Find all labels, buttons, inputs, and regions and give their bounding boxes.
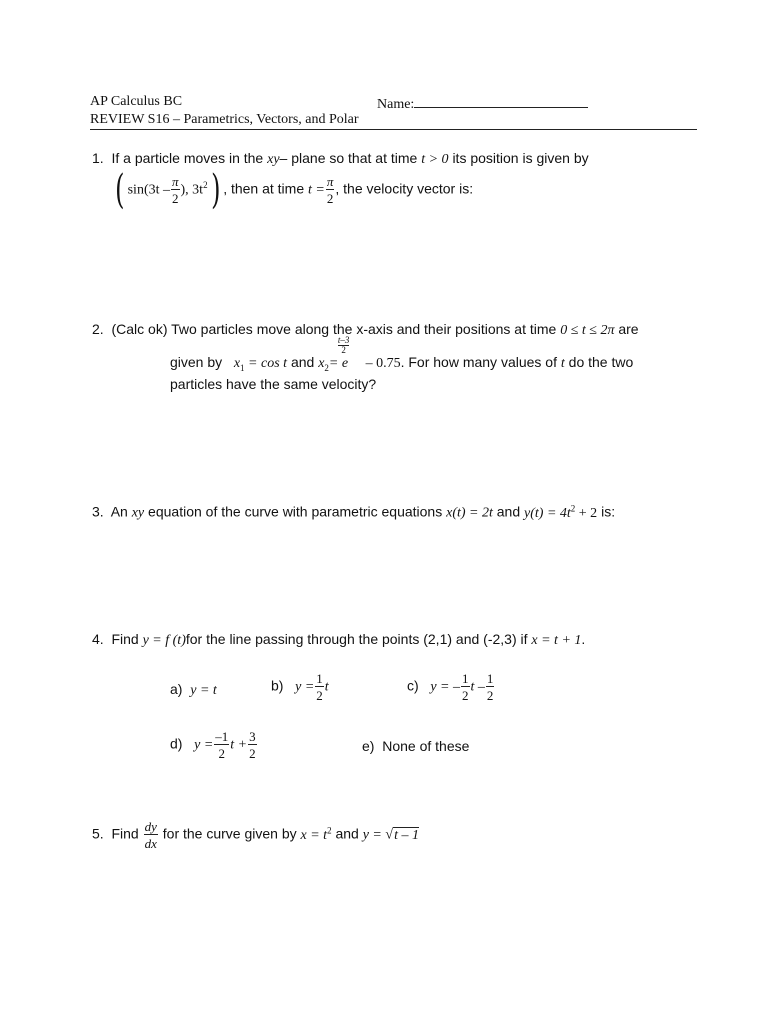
question-2-line-1 — [92, 321, 639, 339]
q4-d-den2: 2 — [249, 746, 256, 761]
q3-text-and: and — [496, 503, 521, 520]
q4-d-mid: t + — [230, 737, 248, 753]
q2-math-t: t — [560, 356, 565, 371]
q4-choice-a — [170, 681, 217, 699]
q4-c-num: 1 — [462, 671, 469, 686]
q1-two: 2 — [172, 191, 179, 206]
q4-text-b: for the line passing through the points (2,1) and (-2,3) if — [185, 631, 528, 647]
q4-choice-e-label: e) — [362, 738, 375, 754]
q2-exponential — [328, 335, 350, 372]
q2-math-interval: 0 ≤ t ≤ 2π — [560, 323, 615, 338]
q4-choice-b-expr: y = — [295, 679, 315, 695]
question-4 — [92, 631, 585, 649]
course-title: AP Calculus BC — [90, 94, 183, 109]
q2-math-x2 — [318, 335, 401, 373]
q3-text-is: is: — [601, 503, 616, 520]
q1-math-sin: sin(3t – — [127, 182, 170, 198]
q2-text-are: are — [618, 321, 639, 337]
q4-d-num: –1 — [215, 729, 229, 744]
q4-c-den2: 2 — [486, 688, 494, 703]
q4-choice-c-frac1 — [461, 672, 470, 702]
q5-radicand: t – 1 — [394, 827, 419, 843]
q4-math-cond: x = t + 1 — [531, 633, 582, 648]
q2-x1: x — [233, 356, 241, 371]
q5-dy-dx — [144, 820, 158, 850]
q4-choice-b-label: b) — [271, 677, 284, 694]
q3-text-a: An — [110, 503, 128, 520]
q1-t-pi-over-2 — [326, 175, 335, 205]
q1-math-exp: 2 — [203, 180, 208, 191]
review-title: REVIEW S16 – Parametrics, Vectors, and Polar — [90, 112, 359, 127]
q4-b-den: 2 — [316, 688, 323, 703]
q4-choice-c — [407, 672, 495, 702]
q2-x2: x — [318, 356, 325, 371]
header-rule — [90, 129, 697, 130]
q1-math-cond: t > 0 — [421, 152, 449, 167]
question-2-number: 2. — [92, 321, 104, 337]
q5-math-x — [300, 825, 332, 843]
q2-text-given: given by — [170, 354, 223, 370]
question-3 — [92, 503, 615, 522]
q5-text-b: for the curve given by — [162, 825, 297, 842]
q2-exp-num: t–3 — [337, 335, 350, 345]
q2-x2-rhs: = e — [328, 356, 349, 371]
q4-c-den: 2 — [462, 688, 469, 703]
q4-choice-d-expr: y = — [194, 737, 214, 753]
q2-math-x1 — [234, 356, 287, 371]
q2-text-do: do the two — [568, 354, 634, 370]
q5-dy: dy — [144, 819, 157, 834]
q4-choice-c-frac2 — [486, 672, 495, 702]
q5-dx: dx — [144, 836, 157, 851]
q5-x-exp: 2 — [327, 825, 332, 836]
q4-choice-d — [170, 730, 258, 760]
q5-sqrt-symbol: √ — [385, 827, 394, 843]
question-3-number: 3. — [92, 503, 104, 520]
q4-d-num2: 3 — [249, 729, 256, 744]
q4-choice-b-frac — [315, 672, 324, 702]
q2-x1-sub: 1 — [240, 362, 245, 373]
q2-x1-rhs: = cos t — [244, 356, 288, 371]
name-label: Name: — [377, 97, 415, 112]
q1-pi-2: π — [326, 174, 334, 189]
q4-choice-b — [271, 672, 329, 702]
q5-text-and: and — [335, 825, 359, 842]
q3-text-b: equation of the curve with parametric equations — [148, 503, 443, 520]
q4-c-mid: t – — [470, 679, 485, 695]
q4-math-f: y = f (t) — [142, 633, 186, 648]
q1-math-t: t = — [308, 182, 325, 198]
q3-math-y — [524, 503, 598, 521]
q4-b-tail: t — [324, 679, 329, 695]
question-2-line-3: particles have the same velocity? — [170, 376, 377, 392]
q4-choice-d-frac2 — [248, 730, 257, 760]
question-5-number: 5. — [92, 825, 104, 842]
q4-text-end: . — [581, 631, 586, 647]
q5-y: y = — [362, 827, 386, 843]
question-2-line-2 — [170, 335, 634, 373]
name-blank — [414, 94, 588, 108]
q3-y-tail: + 2 — [575, 505, 598, 521]
q2-line1: (Calc ok) Two particles move along the x-axis and their positions at time — [111, 321, 557, 337]
q1-left-paren: ( — [115, 167, 125, 213]
q1-text-d: , then at time — [223, 180, 305, 197]
q4-choice-c-label: c) — [407, 677, 419, 694]
q4-d-den: 2 — [214, 744, 229, 760]
q4-choice-c-expr: y = – — [430, 679, 461, 695]
q3-y-exp: 2 — [570, 503, 576, 513]
question-1-line-1 — [92, 150, 589, 168]
q1-text-e: , the velocity vector is: — [335, 180, 474, 197]
question-1-number: 1. — [92, 150, 104, 166]
q1-pi: π — [172, 174, 179, 189]
q3-y: y(t) = 4t — [524, 505, 571, 521]
q1-text-a: If a particle moves in the — [111, 150, 264, 166]
q1-text-b: – plane so that at time — [279, 150, 418, 166]
name-field — [377, 94, 588, 113]
q1-right-paren: ) — [210, 167, 221, 213]
q4-text-find: Find — [111, 631, 139, 647]
question-5 — [92, 820, 419, 850]
q5-x: x = t — [300, 827, 328, 843]
q3-math-x: x(t) = 2t — [446, 505, 493, 521]
q2-exponent-fraction — [338, 336, 350, 355]
question-1-line-2 — [112, 167, 474, 213]
q2-x2-sub: 2 — [324, 362, 329, 373]
q4-c-num2: 1 — [486, 671, 494, 686]
q4-choice-e-text: None of these — [382, 738, 470, 754]
q3-math-xy: xy — [131, 505, 145, 521]
q4-b-num: 1 — [316, 671, 323, 686]
q4-choice-e — [362, 738, 469, 754]
q1-pi-over-2 — [171, 175, 180, 205]
question-4-number: 4. — [92, 631, 104, 647]
q4-choice-d-frac1 — [214, 730, 229, 760]
q4-choice-a-label: a) — [170, 681, 183, 697]
q2-exp-den: 2 — [338, 345, 350, 355]
q1-two-2: 2 — [326, 191, 334, 206]
q5-math-y — [363, 827, 419, 843]
q2-x2-tail: – 0.75 — [362, 356, 401, 371]
q2-text-for: . For how many values of — [400, 354, 557, 370]
q1-math-tail: ), 3t — [180, 182, 204, 198]
q5-text-find: Find — [111, 825, 139, 842]
q4-choice-d-label: d) — [170, 735, 183, 752]
q2-text-and: and — [290, 354, 315, 370]
q1-math-xy: xy — [267, 152, 280, 167]
q4-choice-a-expr: y = t — [190, 683, 217, 698]
q1-text-c: its position is given by — [452, 150, 589, 166]
